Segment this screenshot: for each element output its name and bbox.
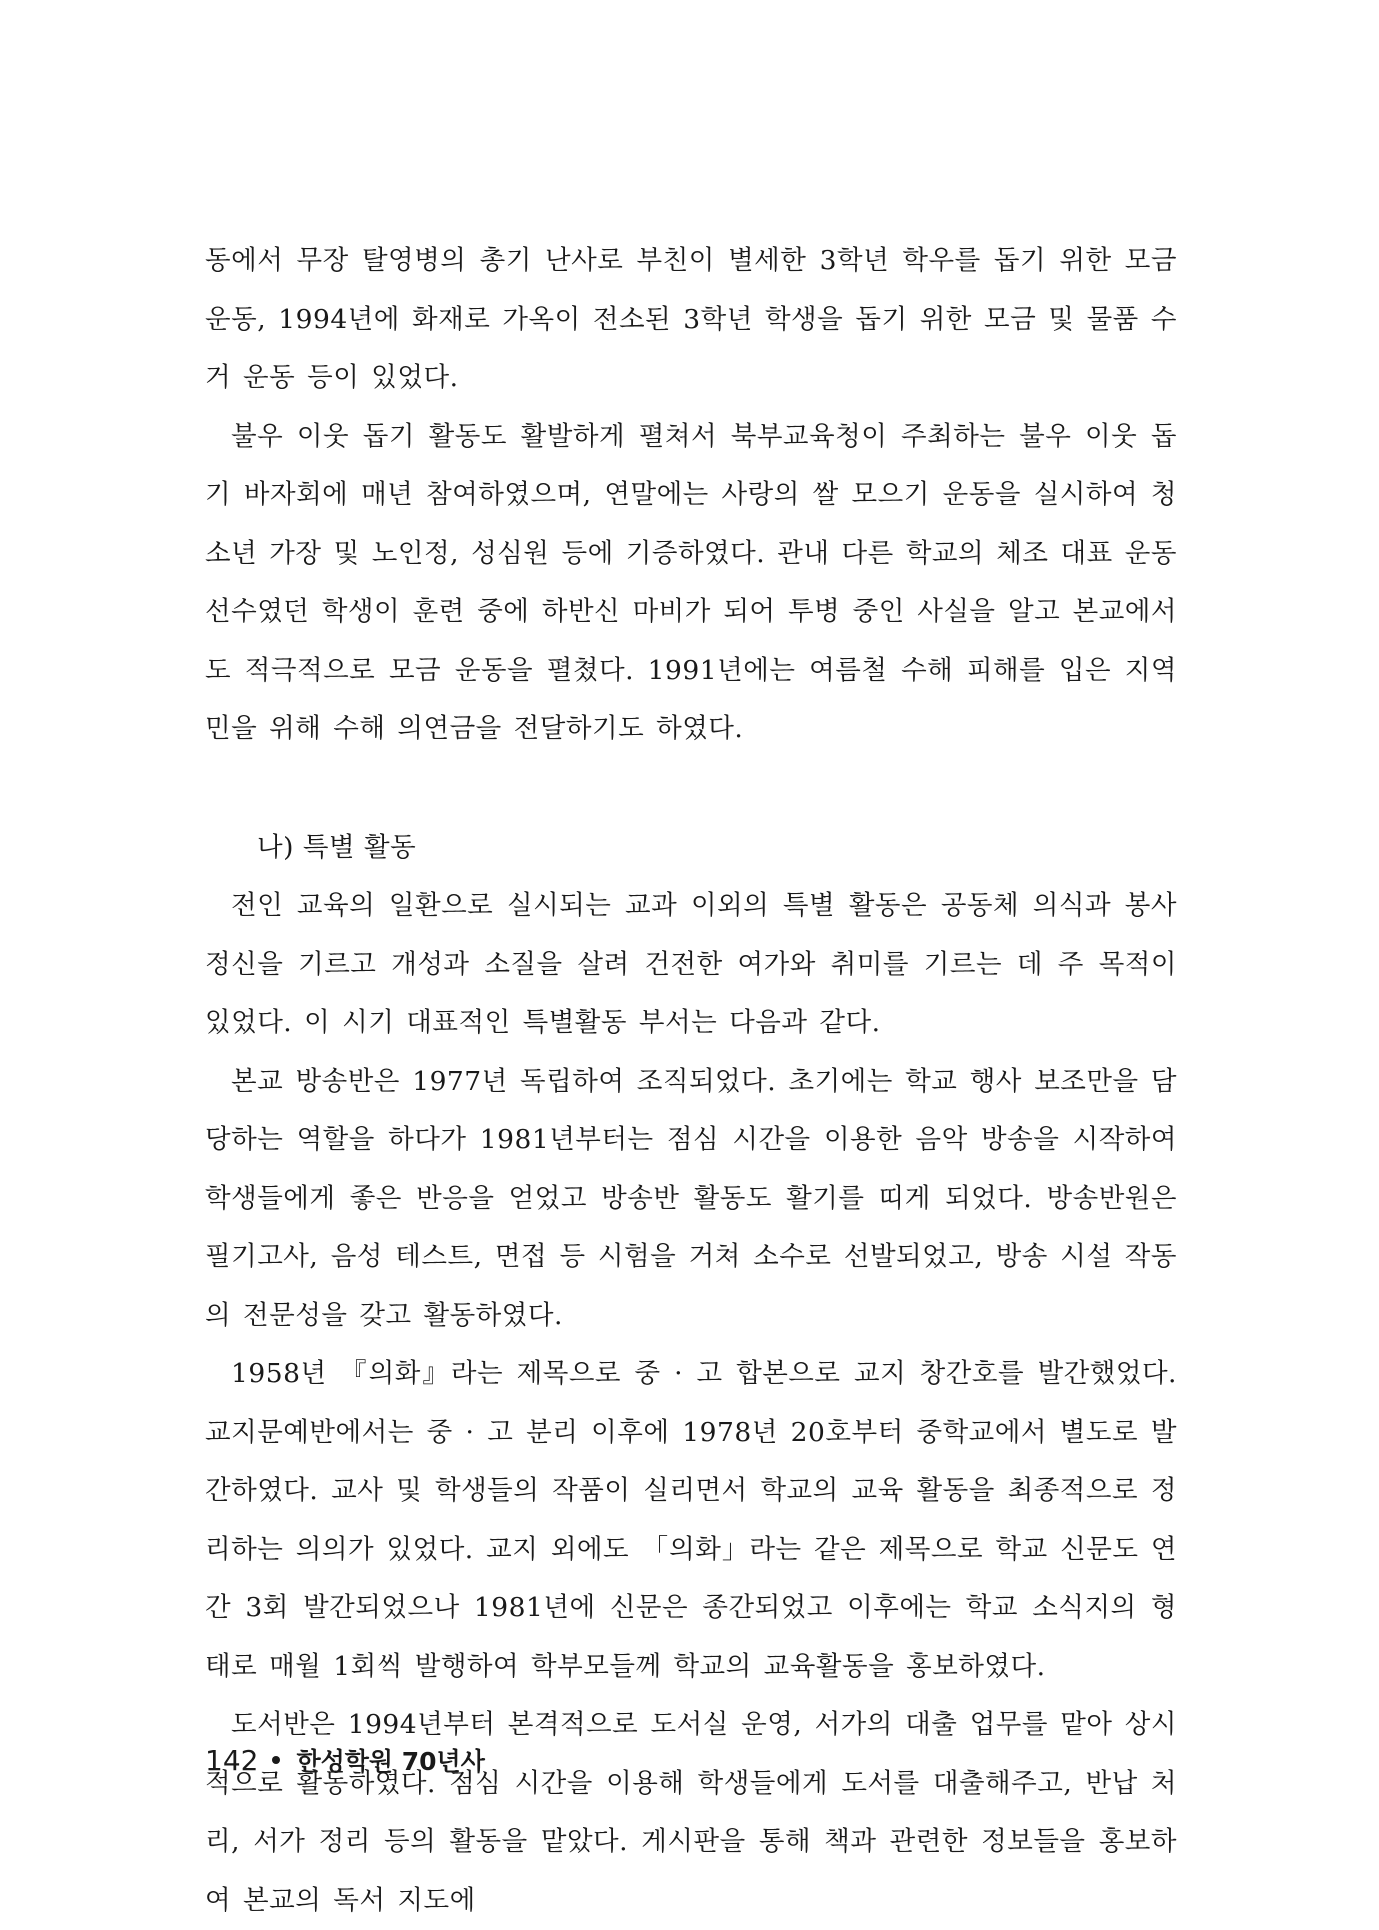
bullet-separator-icon [272,1756,280,1764]
section-heading: 나) 특별 활동 [257,831,417,863]
body-paragraph: 전인 교육의 일환으로 실시되는 교과 이외의 특별 활동은 공동체 의식과 봉사 정신을 기르고 개성과 소질을 살려 건전한 여가와 취미를 기르는 데 주 목적이 있었다. 이 시기 대표적인 특별활동 부서는 다음과 같다. [205,890,1177,1038]
section-spacer [205,759,1177,819]
page-body [205,232,1177,1930]
body-paragraph: 동에서 무장 탈영병의 총기 난사로 부친이 별세한 3학년 학우를 돕기 위한 모금 운동, 1994년에 화재로 가옥이 전소된 3학년 학생을 돕기 위한 모금 및 물품 수거 운동 등이 있었다. [205,245,1177,393]
body-paragraph: 불우 이웃 돕기 활동도 활발하게 펼쳐서 북부교육청이 주최하는 불우 이웃 돕기 바자회에 매년 참여하였으며, 연말에는 사랑의 쌀 모으기 운동을 실시하여 청소년 가장 및 노인정, 성심원 등에 기증하였다. 관내 다른 학교의 체조 대표 운동 선수였던 학생이 훈련 중에 하반신 마비가 되어 투병 중인 사실을 알고 본교에서도 적극적으로 모금 운동을 펼쳤다. 1991년에는 여름철 수해 피해를 입은 지역민을 위해 수해 의연금을 전달하기도 하였다. [205,420,1177,744]
book-title: 한성학원 70년사 [296,1747,485,1776]
body-paragraph: 1958년 『의화』라는 제목으로 중 · 고 합본으로 교지 창간호를 발간했었다. 교지문예반에서는 중 · 고 분리 이후에 1978년 20호부터 중학교에서 별도로 발간하였다. 교사 및 학생들의 작품이 실리면서 학교의 교육 활동을 최종적으로 정리하는 의의가 있었다. 교지 외에도 「의화」라는 같은 제목으로 학교 신문도 연간 3회 발간되었으나 1981년에 신문은 종간되었고 이후에는 학교 소식지의 형태로 매월 1회씩 발행하여 학부모들께 학교의 교육활동을 홍보하였다. [205,1358,1177,1682]
page-number: 142 [205,1743,259,1777]
page-footer [205,1742,485,1778]
body-paragraph: 도서반은 1994년부터 본격적으로 도서실 운영, 서가의 대출 업무를 맡아 상시적으로 활동하였다. 점심 시간을 이용해 학생들에게 도서를 대출해주고, 반납 처리, 서가 정리 등의 활동을 맡았다. 게시판을 통해 책과 관련한 정보들을 홍보하여 본교의 독서 지도에 [205,1709,1177,1916]
body-paragraph: 본교 방송반은 1977년 독립하여 조직되었다. 초기에는 학교 행사 보조만을 담당하는 역할을 하다가 1981년부터는 점심 시간을 이용한 음악 방송을 시작하여 학생들에게 좋은 반응을 얻었고 방송반 활동도 활기를 띠게 되었다. 방송반원은 필기고사, 음성 테스트, 면접 등 시험을 거쳐 소수로 선발되었고, 방송 시설 작동의 전문성을 갖고 활동하였다. [205,1065,1177,1331]
